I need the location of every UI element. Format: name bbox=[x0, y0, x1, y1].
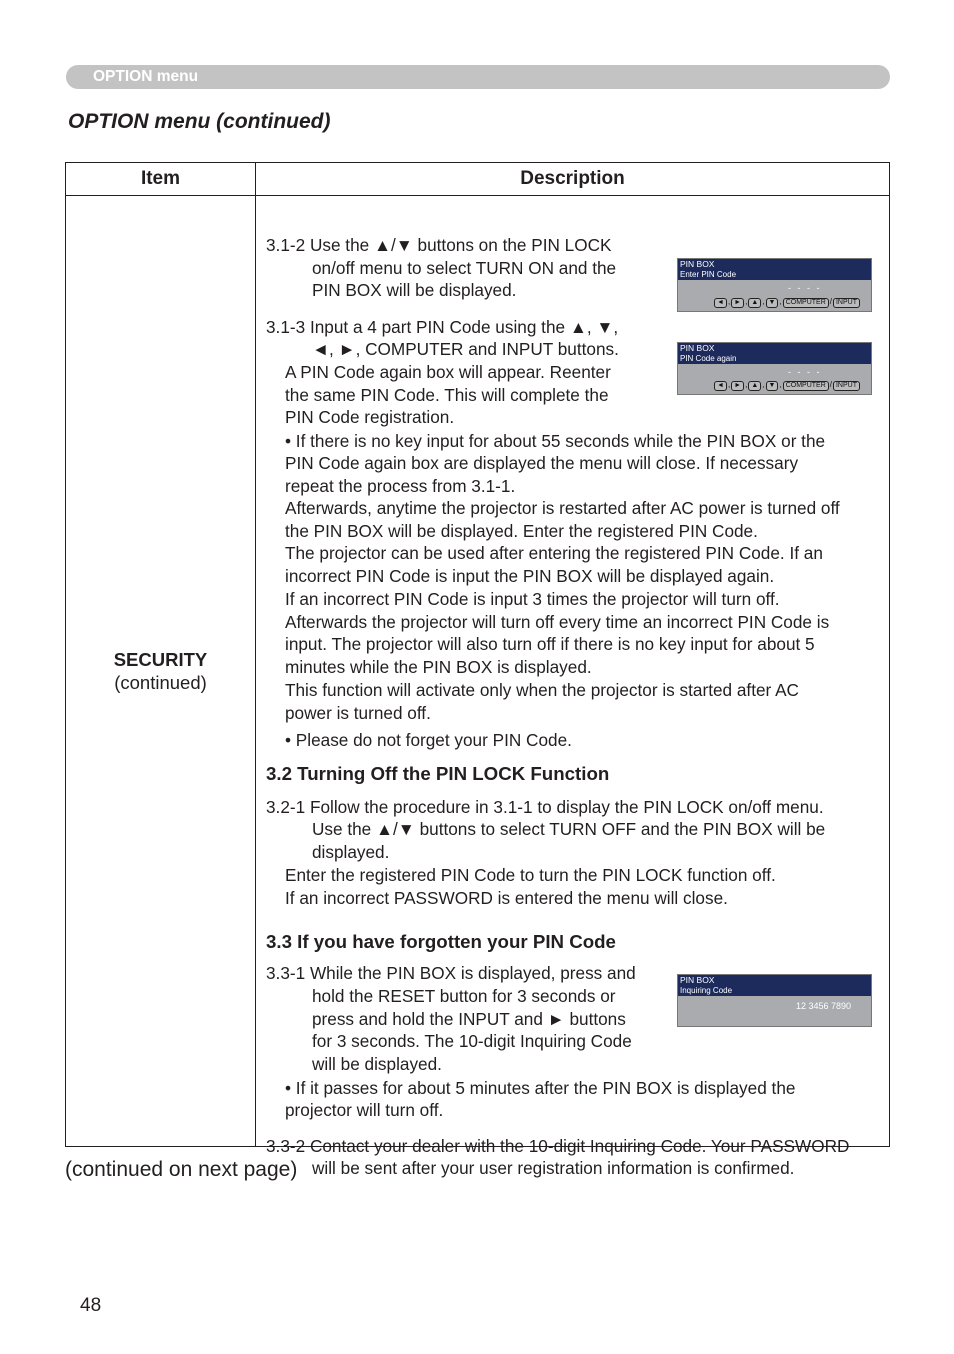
desc-line: PIN Code registration. bbox=[285, 407, 455, 427]
desc-line: If an incorrect PIN Code is input 3 times the projector will turn off. bbox=[285, 589, 780, 609]
desc-line: hold the RESET button for 3 seconds or bbox=[312, 986, 616, 1006]
desc-line: the same PIN Code. This will complete the bbox=[285, 385, 609, 405]
separator: / bbox=[829, 380, 832, 389]
desc-line: The projector can be used after entering the registered PIN Code. If an bbox=[285, 543, 823, 563]
desc-line: Afterwards, anytime the projector is restarted after AC power is turned off bbox=[285, 498, 840, 518]
desc-line: 3.2-1 Follow the procedure in 3.1-1 to display the PIN LOCK on/off menu. bbox=[266, 797, 824, 817]
desc-line: PIN Code again box are displayed the menu will close. If necessary bbox=[285, 453, 799, 473]
item-continued: (continued) bbox=[114, 672, 207, 693]
left-arrow-icon: ◄ bbox=[714, 298, 727, 308]
table-row bbox=[66, 196, 890, 1147]
desc-line: 3.3-2 Contact your dealer with the 10-digit Inquiring Code. Your PASSWORD bbox=[266, 1136, 850, 1156]
desc-line: will be sent after your user registration information is confirmed. bbox=[312, 1158, 795, 1178]
inquiring-code: 12 3456 7890 bbox=[796, 1001, 852, 1011]
subsection-heading: 3.2 Turning Off the PIN LOCK Function bbox=[266, 763, 610, 784]
desc-line: If an incorrect PASSWORD is entered the menu will close. bbox=[285, 888, 728, 908]
desc-line: Afterwards the projector will turn off every time an incorrect PIN Code is bbox=[285, 612, 830, 632]
description-header: Description bbox=[256, 163, 890, 196]
section-title: OPTION menu (continued) bbox=[68, 110, 331, 133]
table-header-row bbox=[66, 163, 890, 196]
desc-line: for 3 seconds. The 10-digit Inquiring Code bbox=[312, 1031, 632, 1051]
separator: / bbox=[829, 297, 832, 306]
pin-box-title: PIN BOX bbox=[678, 259, 871, 269]
computer-button-icon: COMPUTER bbox=[783, 298, 829, 308]
desc-line: • Please do not forget your PIN Code. bbox=[285, 730, 572, 750]
pin-box-inquiring-screen bbox=[677, 974, 872, 1027]
desc-line: power is turned off. bbox=[285, 703, 431, 723]
desc-line: press and hold the INPUT and ► buttons bbox=[312, 1009, 626, 1029]
desc-line: • If it passes for about 5 minutes after the PIN BOX is displayed the bbox=[285, 1078, 796, 1098]
desc-line: minutes while the PIN BOX is displayed. bbox=[285, 657, 592, 677]
pin-box-title: PIN BOX bbox=[678, 343, 871, 353]
item-header: Item bbox=[66, 163, 256, 196]
desc-line: 3.3-1 While the PIN BOX is displayed, press and bbox=[266, 963, 636, 983]
input-button-icon: INPUT bbox=[833, 298, 860, 308]
pin-box-title: PIN BOX bbox=[678, 975, 871, 985]
desc-line: 3.1-2 Use the ▲/▼ buttons on the PIN LOCK bbox=[266, 235, 612, 255]
desc-line: PIN BOX will be displayed. bbox=[312, 280, 517, 300]
up-arrow-icon: ▲ bbox=[748, 381, 761, 391]
pin-box-dashes: - - - - bbox=[788, 283, 822, 293]
computer-button-icon: COMPUTER bbox=[783, 381, 829, 391]
right-arrow-icon: ► bbox=[731, 381, 744, 391]
continued-note: (continued on next page) bbox=[65, 1158, 298, 1181]
desc-line: 3.1-3 Input a 4 part PIN Code using the ▲, ▼, bbox=[266, 317, 619, 337]
desc-line: Use the ▲/▼ buttons to select TURN OFF and the PIN BOX will be bbox=[312, 819, 826, 839]
desc-line: incorrect PIN Code is input the PIN BOX will be displayed again. bbox=[285, 566, 775, 586]
desc-line: repeat the process from 3.1-1. bbox=[285, 476, 516, 496]
left-arrow-icon: ◄ bbox=[714, 381, 727, 391]
pin-box-subtitle: Inquiring Code bbox=[678, 985, 871, 996]
down-arrow-icon: ▼ bbox=[766, 381, 779, 391]
header-bar bbox=[66, 65, 890, 89]
desc-line: will be displayed. bbox=[312, 1054, 442, 1074]
pin-box-dashes: - - - - bbox=[788, 367, 822, 377]
desc-line: This function will activate only when the projector is started after AC bbox=[285, 680, 799, 700]
desc-line: input. The projector will also turn off if there is no key input for about 5 bbox=[285, 634, 815, 654]
pin-box-subtitle: PIN Code again bbox=[678, 353, 871, 364]
pin-box-again-screen bbox=[677, 342, 872, 395]
input-button-icon: INPUT bbox=[833, 381, 860, 391]
desc-line: A PIN Code again box will appear. Reenter bbox=[285, 362, 611, 382]
description-cell bbox=[256, 196, 890, 1178]
desc-line: projector will turn off. bbox=[285, 1100, 444, 1120]
pin-box-buttons: ◄ , ► , ▲ , ▼ , COMPUTER / INPUT bbox=[713, 380, 861, 391]
up-arrow-icon: ▲ bbox=[748, 298, 761, 308]
desc-line: Enter the registered PIN Code to turn the PIN LOCK function off. bbox=[285, 865, 776, 885]
pin-box-buttons: ◄ , ► , ▲ , ▼ , COMPUTER / INPUT bbox=[713, 297, 861, 308]
desc-line: on/off menu to select TURN ON and the bbox=[312, 258, 617, 278]
subsection-heading: 3.3 If you have forgotten your PIN Code bbox=[266, 931, 616, 952]
desc-line: displayed. bbox=[312, 842, 390, 862]
desc-line: the PIN BOX will be displayed. Enter the registered PIN Code. bbox=[285, 521, 758, 541]
pin-box-subtitle: Enter PIN Code bbox=[678, 269, 871, 280]
pin-box-enter-screen bbox=[677, 258, 872, 312]
page-number: 48 bbox=[80, 1295, 102, 1316]
down-arrow-icon: ▼ bbox=[766, 298, 779, 308]
desc-line: • If there is no key input for about 55 seconds while the PIN BOX or the bbox=[285, 431, 826, 451]
desc-line: ◄, ►, COMPUTER and INPUT buttons. bbox=[312, 339, 619, 359]
item-name: SECURITY bbox=[113, 649, 208, 670]
right-arrow-icon: ► bbox=[731, 298, 744, 308]
header-label: OPTION menu bbox=[93, 68, 199, 85]
item-cell bbox=[66, 196, 256, 1147]
